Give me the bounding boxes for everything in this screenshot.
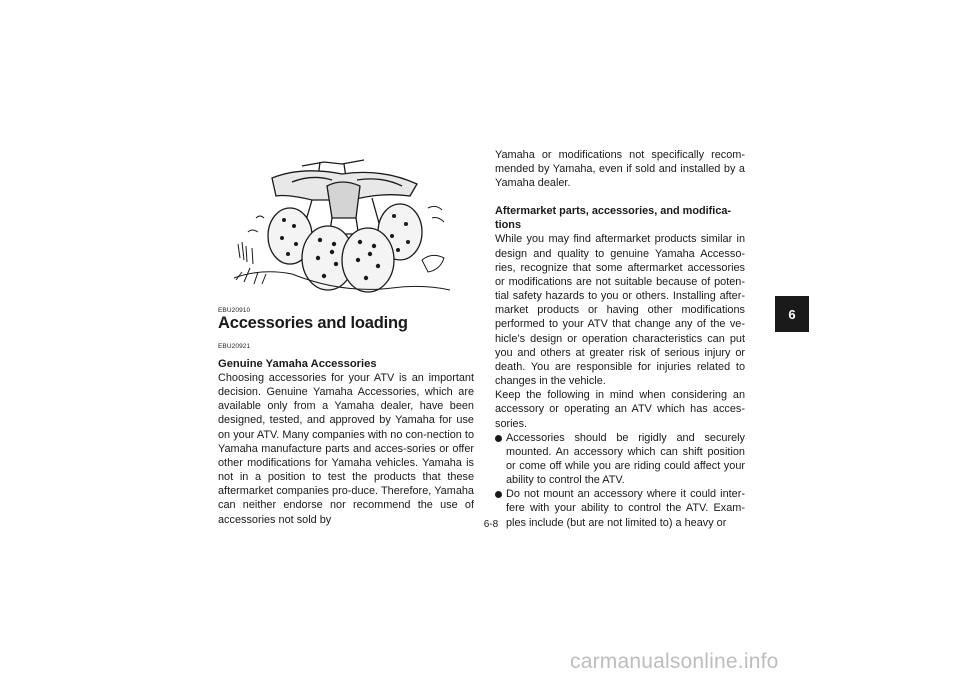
section-code: EBU20910 [218,307,251,314]
list-item [495,487,745,529]
bullet-text: Do not mount an accessory where it could inter-fere with your ability to control the ATV. Exam-ples include (but are not limited to) a heavy or [506,488,745,529]
atv-illustration [232,148,452,300]
left-column [218,357,474,527]
bullet-text: Accessories should be rigidly and securely mounted. An accessory which can shift position or come off while you are riding could affect your ability to control the ATV. [506,431,745,487]
aftermarket-paragraph: While you may find aftermarket products similar in design and quality to genuine Yamaha Accesso-ries, recognize that some aftermarket accessories or modifications are not suitable because of poten-tial safety hazards to you or others. Installing after-market products or having other modifications performed to your ATV that change any of the ve-hicle’s design or operation characteristics can put you and others at greater risk of serious injury or death. You are responsible for injuries related to changes in the vehicle. [495,233,745,388]
bullet-icon [495,435,502,442]
continuation-paragraph: Yamaha or modifications not specifically recom-mended by Yamaha, even if sold and installed by a Yamaha dealer. [495,149,745,190]
aftermarket-heading: Aftermarket parts, accessories, and modifica-tions [495,205,732,232]
accessory-bullet-list [495,431,745,530]
section-title: Accessories and loading [218,314,408,332]
right-column [495,148,745,530]
list-item [495,431,745,488]
genuine-accessories-paragraph: Choosing accessories for your ATV is an important decision. Genuine Yamaha Accessories, which are available only from a Yamaha dealer, have been designed, tested, and approved by Yamaha for use on your ATV. Many companies with no con-nection to Yamaha manufacture parts and acces-sories or offer other modifications for Yamaha vehicles. Yamaha is not in a position to test the products that these aftermarket companies pro-duce. Therefore, Yamaha can neither endorse nor recommend the use of accessories not sold by [218,372,474,526]
subsection-code: EBU20921 [218,343,251,350]
subsection-title: Genuine Yamaha Accessories [218,358,377,370]
keep-in-mind-paragraph: Keep the following in mind when considering an accessory or operating an ATV which has acces-sories. [495,389,745,430]
chapter-tab: 6 [775,296,809,332]
watermark: carmanualsonline.info [570,650,779,673]
page-number: 6-8 [483,519,499,530]
bullet-icon [495,491,502,498]
